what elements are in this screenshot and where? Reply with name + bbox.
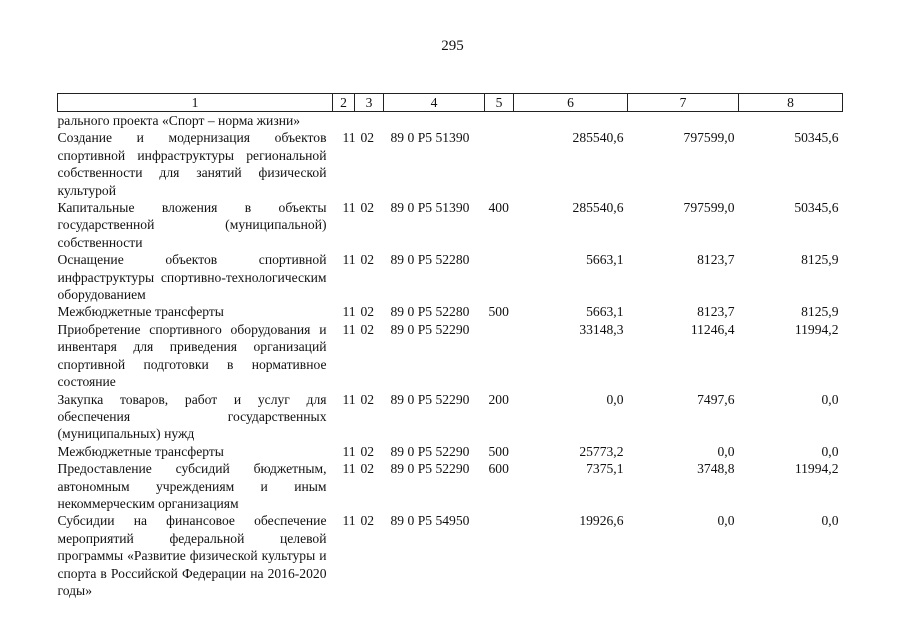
table-row: [58, 460, 843, 512]
row-target-article: 89 0 P5 52290: [390, 391, 470, 407]
row-expense-type: [485, 112, 514, 130]
row-name: Создание и модернизация объектов спортивной инфраструктуры региональной собственности для занятий физической культурой: [57, 130, 327, 198]
row-section: 11: [342, 130, 356, 146]
row-section: 11: [342, 461, 356, 477]
row-amount-col6: 5663,1: [586, 304, 624, 320]
header-col-4: 4: [384, 94, 485, 112]
header-col-1: 1: [58, 94, 333, 112]
row-name: Субсидии на финансовое обеспечение мероприятий федеральной целевой программы «Развитие физической культуры и спорта в Российской Федерации на 2016-2020 годы»: [57, 513, 327, 598]
table-row: [58, 129, 843, 199]
row-expense-type: [485, 512, 514, 599]
table-row: [58, 391, 843, 443]
row-expense-type: [485, 251, 514, 303]
header-row: [58, 94, 843, 112]
row-amount-col6: 19926,6: [579, 513, 624, 529]
row-section: 11: [342, 200, 356, 216]
row-target-article: [384, 112, 485, 130]
row-amount-col8: [739, 112, 843, 130]
table-row: [58, 512, 843, 599]
row-target-article: 89 0 P5 51390: [390, 130, 470, 146]
row-amount-col7: 0,0: [717, 513, 735, 529]
row-section: 11: [342, 391, 356, 407]
row-name: Межбюджетные трансферты: [57, 443, 224, 459]
row-section: 11: [342, 443, 356, 459]
row-amount-col8: 8125,9: [801, 252, 839, 268]
row-amount-col7: [628, 112, 739, 130]
row-amount-col8: 8125,9: [801, 304, 839, 320]
row-subsection: 02: [360, 304, 375, 320]
row-section: [333, 112, 355, 130]
header-col-7: 7: [628, 94, 739, 112]
header-col-3: 3: [355, 94, 384, 112]
table-body: [58, 112, 843, 600]
row-amount-col6: 33148,3: [579, 321, 624, 337]
row-target-article: 89 0 P5 51390: [390, 200, 470, 216]
row-amount-col8: 50345,6: [794, 130, 839, 146]
row-target-article: 89 0 P5 52290: [390, 443, 470, 459]
row-target-article: 89 0 P5 54950: [390, 513, 470, 529]
table-row: [58, 251, 843, 303]
row-subsection: 02: [360, 321, 375, 337]
row-amount-col8: 50345,6: [794, 200, 839, 216]
row-name: Закупка товаров, работ и услуг для обеспечения государственных (муниципальных) нужд: [57, 391, 327, 442]
row-amount-col7: 8123,7: [697, 252, 735, 268]
row-amount-col7: 7497,6: [697, 391, 735, 407]
budget-table: [57, 93, 843, 599]
row-target-article: 89 0 P5 52290: [390, 461, 470, 477]
header-col-6: 6: [514, 94, 628, 112]
row-section: 11: [342, 304, 356, 320]
table-row: [58, 199, 843, 251]
table-row: [58, 321, 843, 391]
table-row: [58, 443, 843, 460]
row-amount-col8: 11994,2: [794, 461, 839, 477]
row-expense-type: 500: [488, 304, 509, 320]
header-col-8: 8: [739, 94, 843, 112]
row-amount-col6: 25773,2: [579, 443, 624, 459]
header-col-2: 2: [333, 94, 355, 112]
row-amount-col8: 11994,2: [794, 321, 839, 337]
row-subsection: 02: [360, 391, 375, 407]
row-amount-col6: 0,0: [606, 391, 624, 407]
row-amount-col7: 3748,8: [697, 461, 735, 477]
row-name: Капитальные вложения в объекты государственной (муниципальной) собственности: [57, 200, 327, 250]
row-target-article: 89 0 P5 52290: [390, 321, 470, 337]
row-target-article: 89 0 P5 52280: [390, 252, 470, 268]
row-amount-col7: 0,0: [717, 443, 735, 459]
row-name: рального проекта «Спорт – норма жизни»: [57, 113, 301, 128]
row-subsection: 02: [360, 130, 375, 146]
row-amount-col7: 797599,0: [683, 130, 735, 146]
row-subsection: 02: [360, 443, 375, 459]
row-expense-type: 500: [488, 443, 509, 459]
row-amount-col7: 797599,0: [683, 200, 735, 216]
row-amount-col6: 285540,6: [572, 130, 624, 146]
row-subsection: 02: [360, 200, 375, 216]
row-subsection: 02: [360, 252, 375, 268]
row-section: 11: [342, 321, 356, 337]
row-amount-col6: [514, 112, 628, 130]
row-target-article: 89 0 P5 52280: [390, 304, 470, 320]
row-expense-type: 200: [488, 391, 509, 407]
row-expense-type: 400: [488, 200, 509, 216]
table-row: [58, 303, 843, 320]
row-name: Предоставление субсидий бюджетным, автономным учреждениям и иным некоммерческим организациям: [57, 461, 327, 511]
row-amount-col8: 0,0: [821, 513, 839, 529]
table-header: [58, 94, 843, 112]
row-expense-type: [485, 321, 514, 391]
table-row: [58, 112, 843, 130]
row-expense-type: [485, 129, 514, 199]
row-subsection: [355, 112, 384, 130]
row-name: Межбюджетные трансферты: [57, 304, 224, 320]
row-subsection: 02: [360, 513, 375, 529]
row-subsection: 02: [360, 461, 375, 477]
row-amount-col8: 0,0: [821, 391, 839, 407]
row-amount-col8: 0,0: [821, 443, 839, 459]
row-section: 11: [342, 513, 356, 529]
row-name: Приобретение спортивного оборудования и инвентаря для приведения организаций спортивной подготовки в нормативное состояние: [57, 321, 327, 390]
page-number: 295: [441, 38, 464, 54]
row-amount-col6: 7375,1: [586, 461, 624, 477]
row-expense-type: 600: [488, 461, 509, 477]
row-name: Оснащение объектов спортивной инфраструктуры спортивно-технологическим оборудованием: [57, 252, 327, 303]
row-amount-col7: 8123,7: [697, 304, 735, 320]
row-section: 11: [342, 252, 356, 268]
header-col-5: 5: [485, 94, 514, 112]
row-amount-col6: 5663,1: [586, 252, 624, 268]
row-amount-col7: 11246,4: [690, 321, 735, 337]
row-amount-col6: 285540,6: [572, 200, 624, 216]
